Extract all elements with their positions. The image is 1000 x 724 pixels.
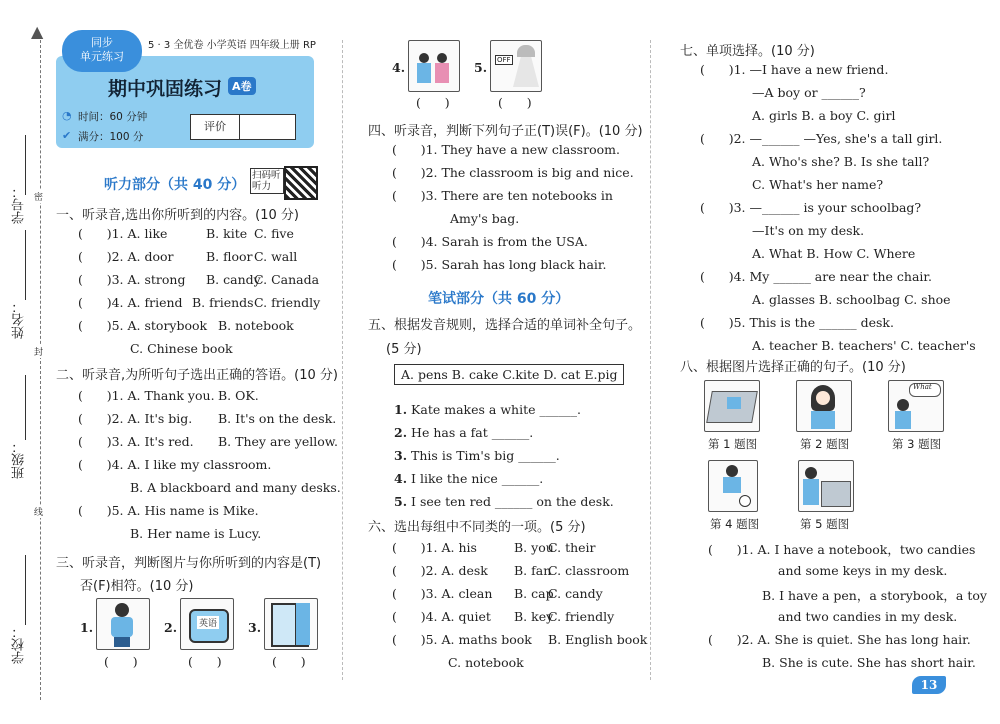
s3-answer-3[interactable]: ( ) [272, 654, 306, 669]
s4-item-2 [392, 165, 634, 180]
answer-blank[interactable]: ( [700, 269, 729, 284]
s2-option-a: A. His name is Mike. [127, 503, 259, 518]
seal-label-3: 线 [34, 505, 43, 518]
answer-blank[interactable]: ( [78, 411, 107, 426]
s1-item-5 [78, 318, 207, 333]
s5-item-5 [394, 494, 614, 509]
section-5-title-line-2: (5 分) [386, 342, 422, 357]
s7-line-1 [700, 62, 888, 77]
s8-line-4: and two candies in my desk. [778, 609, 958, 624]
badge-line-1: 同步 [91, 36, 113, 49]
score-text: 满分：100 分 [78, 131, 144, 143]
s4-num: )2. [420, 165, 438, 180]
answer-blank[interactable]: ( [700, 62, 729, 77]
s1-1-c: C. five [254, 226, 294, 241]
answer-blank[interactable]: ( [78, 434, 107, 449]
word-bank-box: A. pens B. cake C.kite D. cat E.pig [394, 364, 624, 385]
desk-icon [821, 481, 851, 507]
s8-picture-2 [796, 380, 852, 432]
child-1-body-icon [417, 63, 431, 83]
s3-answer-5[interactable]: ( ) [498, 95, 532, 110]
s4-text: Sarah is from the USA. [441, 234, 588, 249]
answer-blank[interactable]: ( [392, 586, 421, 601]
s1-5-c: C. Chinese book [130, 341, 233, 356]
s2-option-a: A. It's red. [127, 434, 194, 449]
s7-line-8: —It's on my desk. [752, 223, 865, 238]
qr-code-icon [284, 166, 318, 200]
answer-blank[interactable]: ( [78, 272, 107, 287]
girl-head-icon [805, 467, 817, 479]
s5-text: I see ten red ______ on the desk. [411, 494, 614, 509]
binding-strip [0, 0, 48, 724]
s2-item-5 [78, 503, 259, 518]
person-body-icon [895, 411, 911, 429]
evaluation-box [190, 114, 296, 140]
s8-picture-3 [888, 380, 944, 432]
s2-num: )2. [106, 411, 124, 426]
answer-blank[interactable]: ( [78, 226, 107, 241]
s8-picture-4 [708, 460, 758, 512]
answer-blank[interactable]: ( [700, 315, 729, 330]
s6-item-4 [392, 609, 491, 624]
answer-blank[interactable]: ( [78, 457, 107, 472]
s1-2-b: B. floor [206, 249, 253, 264]
s3-label-2: 2. [164, 620, 178, 635]
s6-2-b: B. fan [514, 563, 552, 578]
s5-item-3 [394, 448, 560, 463]
speech-bubble-text: What [913, 383, 932, 391]
notebook-icon [727, 397, 741, 409]
s6-num: )3. [420, 586, 438, 601]
s1-option-a: A. door [127, 249, 174, 264]
book-info: 5 · 3 全优卷 小学英语 四年级上册 RP [148, 40, 316, 51]
s7-line-10 [700, 269, 932, 284]
s1-3-b: B. candy [206, 272, 261, 287]
s1-item-4 [78, 295, 183, 310]
class-line [25, 375, 26, 440]
boy-shirt-icon [723, 477, 741, 493]
s6-item-3 [392, 586, 492, 601]
s1-option-a: A. like [127, 226, 168, 241]
s4-num: )4. [420, 234, 438, 249]
s2-option-a: A. Thank you. [127, 388, 215, 403]
s3-answer-4[interactable]: ( ) [416, 95, 450, 110]
s1-num: )2. [106, 249, 124, 264]
s5-text: I like the nice ______. [411, 471, 544, 486]
s1-3-c: C. Canada [254, 272, 320, 287]
s1-item-2 [78, 249, 174, 264]
seal-label-1: 密 [34, 190, 43, 203]
s2-4-b: B. A blackboard and many desks. [130, 480, 341, 495]
light-picture [490, 40, 542, 92]
s8-text: )2. A. She is quiet. She has long hair. [736, 632, 971, 647]
s6-option-a: A. his [441, 540, 477, 555]
s5-text: He has a fat ______. [411, 425, 534, 440]
s6-4-b: B. key [514, 609, 554, 624]
s4-item-5 [392, 257, 607, 272]
s2-option-a: A. I like my classroom. [127, 457, 272, 472]
s6-4-c: C. friendly [548, 609, 615, 624]
boy-head-icon [726, 465, 738, 477]
s4-text: There are ten notebooks in [441, 188, 613, 203]
answer-blank[interactable]: ( [392, 540, 421, 555]
s1-2-c: C. wall [254, 249, 298, 264]
student-no-line [25, 135, 26, 195]
s8-text: )1. A. I have a notebook，two candies [736, 542, 976, 557]
s3-label-4: 4. [392, 60, 406, 75]
s6-item-2 [392, 563, 488, 578]
s8-line-6: B. She is cute. She has short hair. [762, 655, 976, 670]
page-title: 期中巩固练习 [108, 78, 223, 100]
boy-picture [96, 598, 150, 650]
written-heading: 笔试部分（共 60 分） [428, 291, 570, 307]
s5-item-4 [394, 471, 543, 486]
school-line [25, 555, 26, 625]
answer-blank[interactable]: ( [392, 188, 421, 203]
s4-text: The classroom is big and nice. [441, 165, 634, 180]
s2-2-b: B. It's on the desk. [218, 411, 337, 426]
s7-line-2: —A boy or ______? [752, 85, 866, 100]
answer-blank[interactable]: ( [708, 542, 737, 557]
s8-caption-2: 第 2 题图 [800, 437, 850, 451]
section-1-title: 一、听录音,选出你所听到的内容。(10 分) [56, 208, 299, 223]
section-7-title: 七、单项选择。(10 分) [680, 44, 815, 59]
s6-item-5 [392, 632, 532, 647]
s4-text: Sarah has long black hair. [441, 257, 607, 272]
unit-badge [62, 30, 142, 72]
s8-line-3: B. I have a pen，a storybook，a toy [762, 588, 987, 603]
s8-caption-4: 第 4 题图 [710, 517, 760, 531]
s1-item-1 [78, 226, 167, 241]
s7-line-6: C. What's her name? [752, 177, 884, 192]
s4-item-3 [392, 188, 613, 203]
page-number-badge [912, 676, 946, 694]
s1-num: )3. [106, 272, 124, 287]
s5-num: 2. [394, 425, 408, 440]
s7-line-9: A. What B. How C. Where [752, 246, 916, 261]
badge-line-2: 单元练习 [80, 50, 124, 63]
s3-label-1: 1. [80, 620, 94, 635]
student-no-label: 学号： [12, 185, 27, 224]
child-1-icon [419, 53, 429, 63]
s8-caption-5: 第 5 题图 [800, 517, 850, 531]
answer-blank[interactable]: ( [392, 234, 421, 249]
s2-1-b: B. OK. [218, 388, 259, 403]
s2-num: )4. [106, 457, 124, 472]
s4-num: )5. [420, 257, 438, 272]
light-beam-icon [513, 57, 539, 87]
s7-line-11: A. glasses B. schoolbag C. shoe [752, 292, 951, 307]
s6-2-c: C. classroom [548, 563, 630, 578]
off-switch-label: OFF [497, 56, 511, 64]
s6-option-a: A. desk [441, 563, 488, 578]
s4-item-1 [392, 142, 620, 157]
s5-num: 5. [394, 494, 408, 509]
s6-num: )4. [420, 609, 438, 624]
s3-answer-1[interactable]: ( ) [104, 654, 138, 669]
s7-line-5: A. Who's she? B. Is she tall? [752, 154, 930, 169]
column-divider-1 [342, 40, 343, 680]
s1-1-b: B. kite [206, 226, 248, 241]
s8-line-1 [708, 540, 975, 558]
evaluation-label: 评价 [191, 115, 240, 139]
s5-num: 1. [394, 402, 408, 417]
s6-option-a: A. clean [441, 586, 493, 601]
s3-answer-2[interactable]: ( ) [188, 654, 222, 669]
s6-1-b: B. you [514, 540, 554, 555]
section-4-title: 四、听录音，判断下列句子正(T)误(F)。(10 分) [368, 124, 643, 139]
s8-picture-5 [798, 460, 854, 512]
bag-label: 英语 [197, 616, 219, 629]
answer-blank[interactable]: ( [700, 131, 729, 146]
s6-3-b: B. cap [514, 586, 554, 601]
s7-line-13: A. teacher B. teachers' C. teacher's [752, 338, 976, 353]
s1-num: )1. [106, 226, 124, 241]
s7-line-4 [700, 131, 942, 146]
s7-line-12 [700, 315, 894, 330]
section-8-title: 八、根据图片选择正确的句子。(10 分) [680, 360, 906, 375]
answer-blank[interactable]: ( [78, 295, 107, 310]
s2-3-b: B. They are yellow. [218, 434, 338, 449]
answer-blank[interactable]: ( [392, 609, 421, 624]
answer-blank[interactable]: ( [392, 142, 421, 157]
section-3-title-line-1: 三、听录音，判断图片与你所听到的内容是(T) [56, 556, 322, 571]
answer-blank[interactable]: ( [392, 165, 421, 180]
s5-text: Kate makes a white ______. [411, 402, 581, 417]
s6-3-c: C. candy [548, 586, 603, 601]
child-2-body-icon [435, 63, 449, 83]
girl-body-icon [803, 479, 819, 505]
s7-text: )5. This is the ______ desk. [728, 315, 894, 330]
curtain-icon [295, 603, 310, 645]
s6-option-a: A. maths book [441, 632, 532, 647]
name-label: 姓名： [12, 300, 27, 339]
s7-text: )3. —______ is your schoolbag? [728, 200, 922, 215]
s8-line-2: and some keys in my desk. [778, 563, 948, 578]
s2-item-3 [78, 434, 194, 449]
children-picture [408, 40, 460, 92]
s2-item-1 [78, 388, 215, 403]
s1-num: )4. [106, 295, 124, 310]
boy-body-icon [111, 617, 133, 637]
s4-num: )1. [420, 142, 438, 157]
s6-num: )1. [420, 540, 438, 555]
s8-line-5 [708, 632, 971, 647]
lamp-icon [517, 45, 535, 57]
window-picture [264, 598, 318, 650]
s7-text: )1. —I have a new friend. [728, 62, 889, 77]
s1-4-b: B. friends [192, 295, 254, 310]
s2-num: )1. [106, 388, 124, 403]
answer-blank[interactable]: ( [392, 257, 421, 272]
s7-line-7 [700, 200, 921, 215]
answer-blank[interactable]: ( [78, 388, 107, 403]
header-banner [56, 30, 316, 148]
section-5-title-line-1: 五、根据发音规则，选择合适的单词补全句子。 [368, 318, 642, 333]
answer-blank[interactable]: ( [708, 632, 737, 647]
page-number: 13 [920, 678, 938, 692]
s6-num: )2. [420, 563, 438, 578]
listening-heading: 听力部分（共 40 分） [104, 177, 246, 193]
girl-dress-icon [811, 411, 835, 429]
boy-legs-icon [114, 637, 130, 647]
s1-item-3 [78, 272, 185, 287]
s6-item-1 [392, 540, 477, 555]
title-badge: A卷 [228, 77, 256, 95]
section-6-title: 六、选出每组中不同类的一项。(5 分) [368, 520, 586, 535]
s2-5-b: B. Her name is Lucy. [130, 526, 262, 541]
child-2-icon [437, 53, 447, 63]
s3-label-3: 3. [248, 620, 262, 635]
person-head-icon [897, 399, 909, 411]
s4-num: )3. [420, 188, 438, 203]
answer-blank[interactable]: ( [700, 200, 729, 215]
s1-num: )5. [106, 318, 124, 333]
bag-picture [180, 598, 234, 650]
school-label: 学校： [12, 625, 27, 664]
boy-head-icon [115, 603, 129, 617]
s5-item-2 [394, 425, 533, 440]
s1-4-c: C. friendly [254, 295, 321, 310]
column-divider-2 [650, 40, 651, 680]
s8-caption-1: 第 1 题图 [708, 437, 758, 451]
answer-blank[interactable]: ( [78, 318, 107, 333]
binding-line [40, 40, 41, 700]
s7-line-3: A. girls B. a boy C. girl [752, 108, 896, 123]
s1-option-a: A. storybook [127, 318, 208, 333]
s4-item-3-cont: Amy's bag. [450, 211, 520, 226]
time-text: 时间：60 分钟 [78, 111, 148, 123]
s1-5-b: B. notebook [218, 318, 294, 333]
s5-text: This is Tim's big ______. [411, 448, 560, 463]
seal-label-2: 封 [34, 345, 43, 358]
class-label: 班级： [12, 440, 27, 479]
s8-caption-3: 第 3 题图 [892, 437, 942, 451]
s2-item-4 [78, 457, 271, 472]
answer-blank[interactable]: ( [392, 632, 421, 647]
s6-1-c: C. their [548, 540, 596, 555]
s6-num: )5. [420, 632, 438, 647]
check-icon: ✔ [62, 129, 72, 142]
s7-text: )4. My ______ are near the chair. [728, 269, 932, 284]
scan-label: 扫码听听力 [250, 168, 284, 194]
s1-option-a: A. friend [127, 295, 183, 310]
s2-option-a: A. It's big. [127, 411, 193, 426]
ball-icon [739, 495, 751, 507]
s5-num: 4. [394, 471, 408, 486]
s2-num: )5. [106, 503, 124, 518]
s8-picture-1 [704, 380, 760, 432]
s6-5-c: C. notebook [448, 655, 524, 670]
s7-text: )2. —______ —Yes, she's a tall girl. [728, 131, 943, 146]
answer-blank[interactable]: ( [392, 563, 421, 578]
s1-option-a: A. strong [127, 272, 186, 287]
s5-item-1 [394, 402, 581, 417]
s2-num: )3. [106, 434, 124, 449]
s6-option-a: A. quiet [441, 609, 491, 624]
s4-text: They have a new classroom. [441, 142, 620, 157]
s5-num: 3. [394, 448, 408, 463]
rocket-icon: ▲ [31, 22, 44, 41]
s4-item-4 [392, 234, 588, 249]
girl-face-icon [816, 391, 830, 405]
section-2-title: 二、听录音,为所听句子选出正确的答语。(10 分) [56, 368, 338, 383]
s2-item-2 [78, 411, 192, 426]
s3-label-5: 5. [474, 60, 488, 75]
name-line [25, 230, 26, 300]
clock-icon: ◔ [62, 109, 72, 122]
answer-blank[interactable]: ( [78, 249, 107, 264]
s6-5-b: B. English book [548, 632, 648, 647]
section-3-title-line-2: 否(F)相符。(10 分) [80, 579, 194, 594]
answer-blank[interactable]: ( [78, 503, 107, 518]
